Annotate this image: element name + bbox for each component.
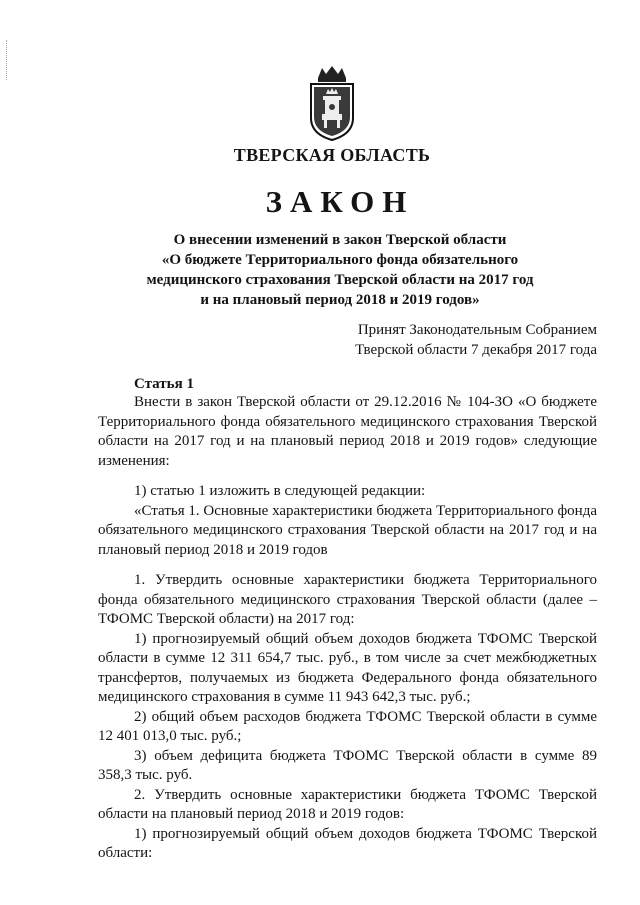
heading-line: и на плановый период 2018 и 2019 годов»: [200, 292, 480, 308]
paragraph: «Статья 1. Основные характеристики бюджета Территориального фонда обязательного медицинского страхования Тверской области на 2017 год и на плановый период 2018 и 2019 годов: [98, 502, 597, 558]
region-title: ТВЕРСКАЯ ОБЛАСТЬ: [233, 145, 431, 165]
article-body: [98, 393, 597, 864]
paragraph: 1. Утвердить основные характеристики бюджета Территориального фонда обязательного медицинского страхования Тверской области (далее – ТФОМС Тверской области) на 2017 год:: [98, 572, 597, 627]
paragraph: 1) статью 1 изложить в следующей редакции:: [134, 483, 426, 499]
margin-marks: [6, 40, 8, 80]
adoption-line: Тверской области 7 декабря 2017 года: [355, 342, 597, 358]
paragraph: Внести в закон Тверской области от 29.12.2016 № 104-ЗО «О бюджете Территориального фонда обязательного медицинского страхования Тверской области на 2017 год и на плановый период 2018 и 2019 годов» следующие изменения:: [98, 394, 597, 469]
heading-line: медицинского страхования Тверской области на 2017 год: [146, 272, 534, 288]
paragraph: 1) прогнозируемый общий объем доходов бюджета ТФОМС Тверской области:: [98, 825, 597, 861]
adoption-note: [300, 320, 597, 360]
heading-line: О внесении изменений в закон Тверской области: [173, 232, 507, 248]
law-heading: [120, 230, 560, 310]
coat-of-arms-icon: [308, 64, 356, 142]
paragraph: 2) общий объем расходов бюджета ТФОМС Тверской области в сумме 12 401 013,0 тыс. руб.;: [98, 708, 597, 744]
document-type: ЗАКОН: [265, 184, 415, 219]
paragraph: 2. Утвердить основные характеристики бюджета ТФОМС Тверской области на плановый период 2018 и 2019 годов:: [98, 786, 597, 822]
paragraph: 3) объем дефицита бюджета ТФОМС Тверской области в сумме 89 358,3 тыс. руб.: [98, 747, 597, 783]
paragraph: 1) прогнозируемый общий объем доходов бюджета ТФОМС Тверской области в сумме 12 311 654,7 тыс. руб., в том числе за счет межбюджетных трансфертов, получаемых из бюджета Федерального фонда обязательного медицинского страхования в сумме 11 943 642,3 тыс. руб.;: [98, 630, 597, 705]
adoption-line: Принят Законодательным Собранием: [357, 322, 597, 338]
article-title: Статья 1: [134, 376, 194, 392]
heading-line: «О бюджете Территориального фонда обязательного: [161, 252, 519, 268]
